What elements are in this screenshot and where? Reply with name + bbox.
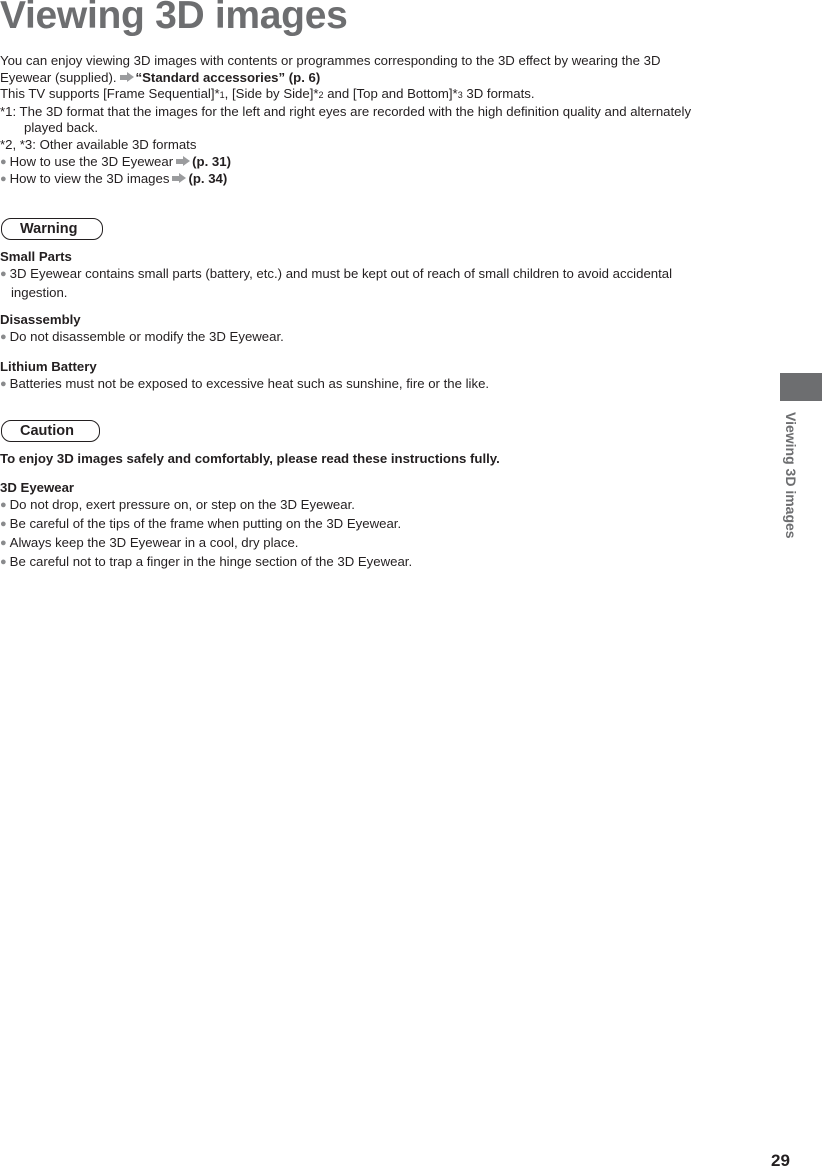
footnote-1: *1: The 3D format that the images for the left and right eyes are recorded with the high definition quality and alternately: [0, 103, 692, 119]
bullet-icon: ●: [0, 331, 7, 343]
page-number: 29: [771, 1151, 790, 1170]
small-parts-text-2: ingestion.: [11, 285, 68, 300]
bullet-icon: ●: [0, 499, 7, 511]
caution-badge: Caution: [1, 420, 100, 442]
list-item: ● Always keep the 3D Eyewear in a cool, dry place.: [0, 535, 299, 550]
how-to-view-3d: ● How to view the 3D images (p. 34): [0, 171, 228, 187]
bullet-icon: ●: [0, 173, 7, 186]
lithium-battery-heading: Lithium Battery: [0, 359, 97, 374]
small-parts-text-1: ● 3D Eyewear contains small parts (battery, etc.) and must be kept out of reach of small children to avoid accidental: [0, 266, 673, 281]
caution-lead: To enjoy 3D images safely and comfortably, please read these instructions fully.: [0, 451, 500, 466]
intro-line-1: You can enjoy viewing 3D images with contents or programmes corresponding to the 3D effect by wearing the 3D: [0, 53, 661, 68]
footnote-2: *2, *3: Other available 3D formats: [0, 136, 197, 152]
arrow-right-icon: [120, 73, 134, 82]
arrow-right-icon: [176, 157, 190, 166]
bullet-icon: ●: [0, 268, 7, 280]
arrow-right-icon: [172, 174, 186, 183]
bullet-icon: ●: [0, 378, 7, 390]
warning-badge: Warning: [1, 218, 103, 240]
side-section-label: Viewing 3D images: [783, 412, 799, 539]
standard-accessories-link[interactable]: “Standard accessories” (p. 6): [135, 69, 321, 85]
intro-section: [0, 53, 775, 189]
intro-line-2: [0, 70, 775, 87]
page-34-link[interactable]: (p. 34): [188, 171, 228, 187]
how-to-use-eyewear: ● How to use the 3D Eyewear (p. 31): [0, 153, 231, 169]
warning-section: [0, 248, 775, 394]
bullet-icon: ●: [0, 155, 7, 168]
bullet-icon: ●: [0, 537, 7, 549]
eyewear-heading: 3D Eyewear: [0, 480, 75, 495]
disassembly-text: ● Do not disassemble or modify the 3D Eyewear.: [0, 329, 284, 344]
list-item: ● Do not drop, exert pressure on, or step on the 3D Eyewear.: [0, 497, 355, 512]
bullet-icon: ●: [0, 556, 7, 568]
disassembly-heading: Disassembly: [0, 312, 81, 327]
bullet-icon: ●: [0, 518, 7, 530]
lithium-battery-text: ● Batteries must not be exposed to excessive heat such as sunshine, fire or the like.: [0, 376, 490, 391]
section-tab-marker: [780, 373, 822, 401]
footnote-1-continued: played back.: [24, 120, 99, 136]
small-parts-heading: Small Parts: [0, 249, 72, 264]
caution-section: [0, 450, 775, 572]
intro-line-3: This TV supports [Frame Sequential]*1, [Side by Side]*2 and [Top and Bottom]*3 3D formats.: [0, 86, 535, 102]
page-title: Viewing 3D images: [0, 0, 348, 37]
list-item: ● Be careful not to trap a finger in the hinge section of the 3D Eyewear.: [0, 554, 413, 569]
list-item: ● Be careful of the tips of the frame when putting on the 3D Eyewear.: [0, 516, 402, 531]
intro-eyewear-text: Eyewear (supplied).: [0, 69, 117, 85]
page-31-link[interactable]: (p. 31): [192, 153, 231, 169]
